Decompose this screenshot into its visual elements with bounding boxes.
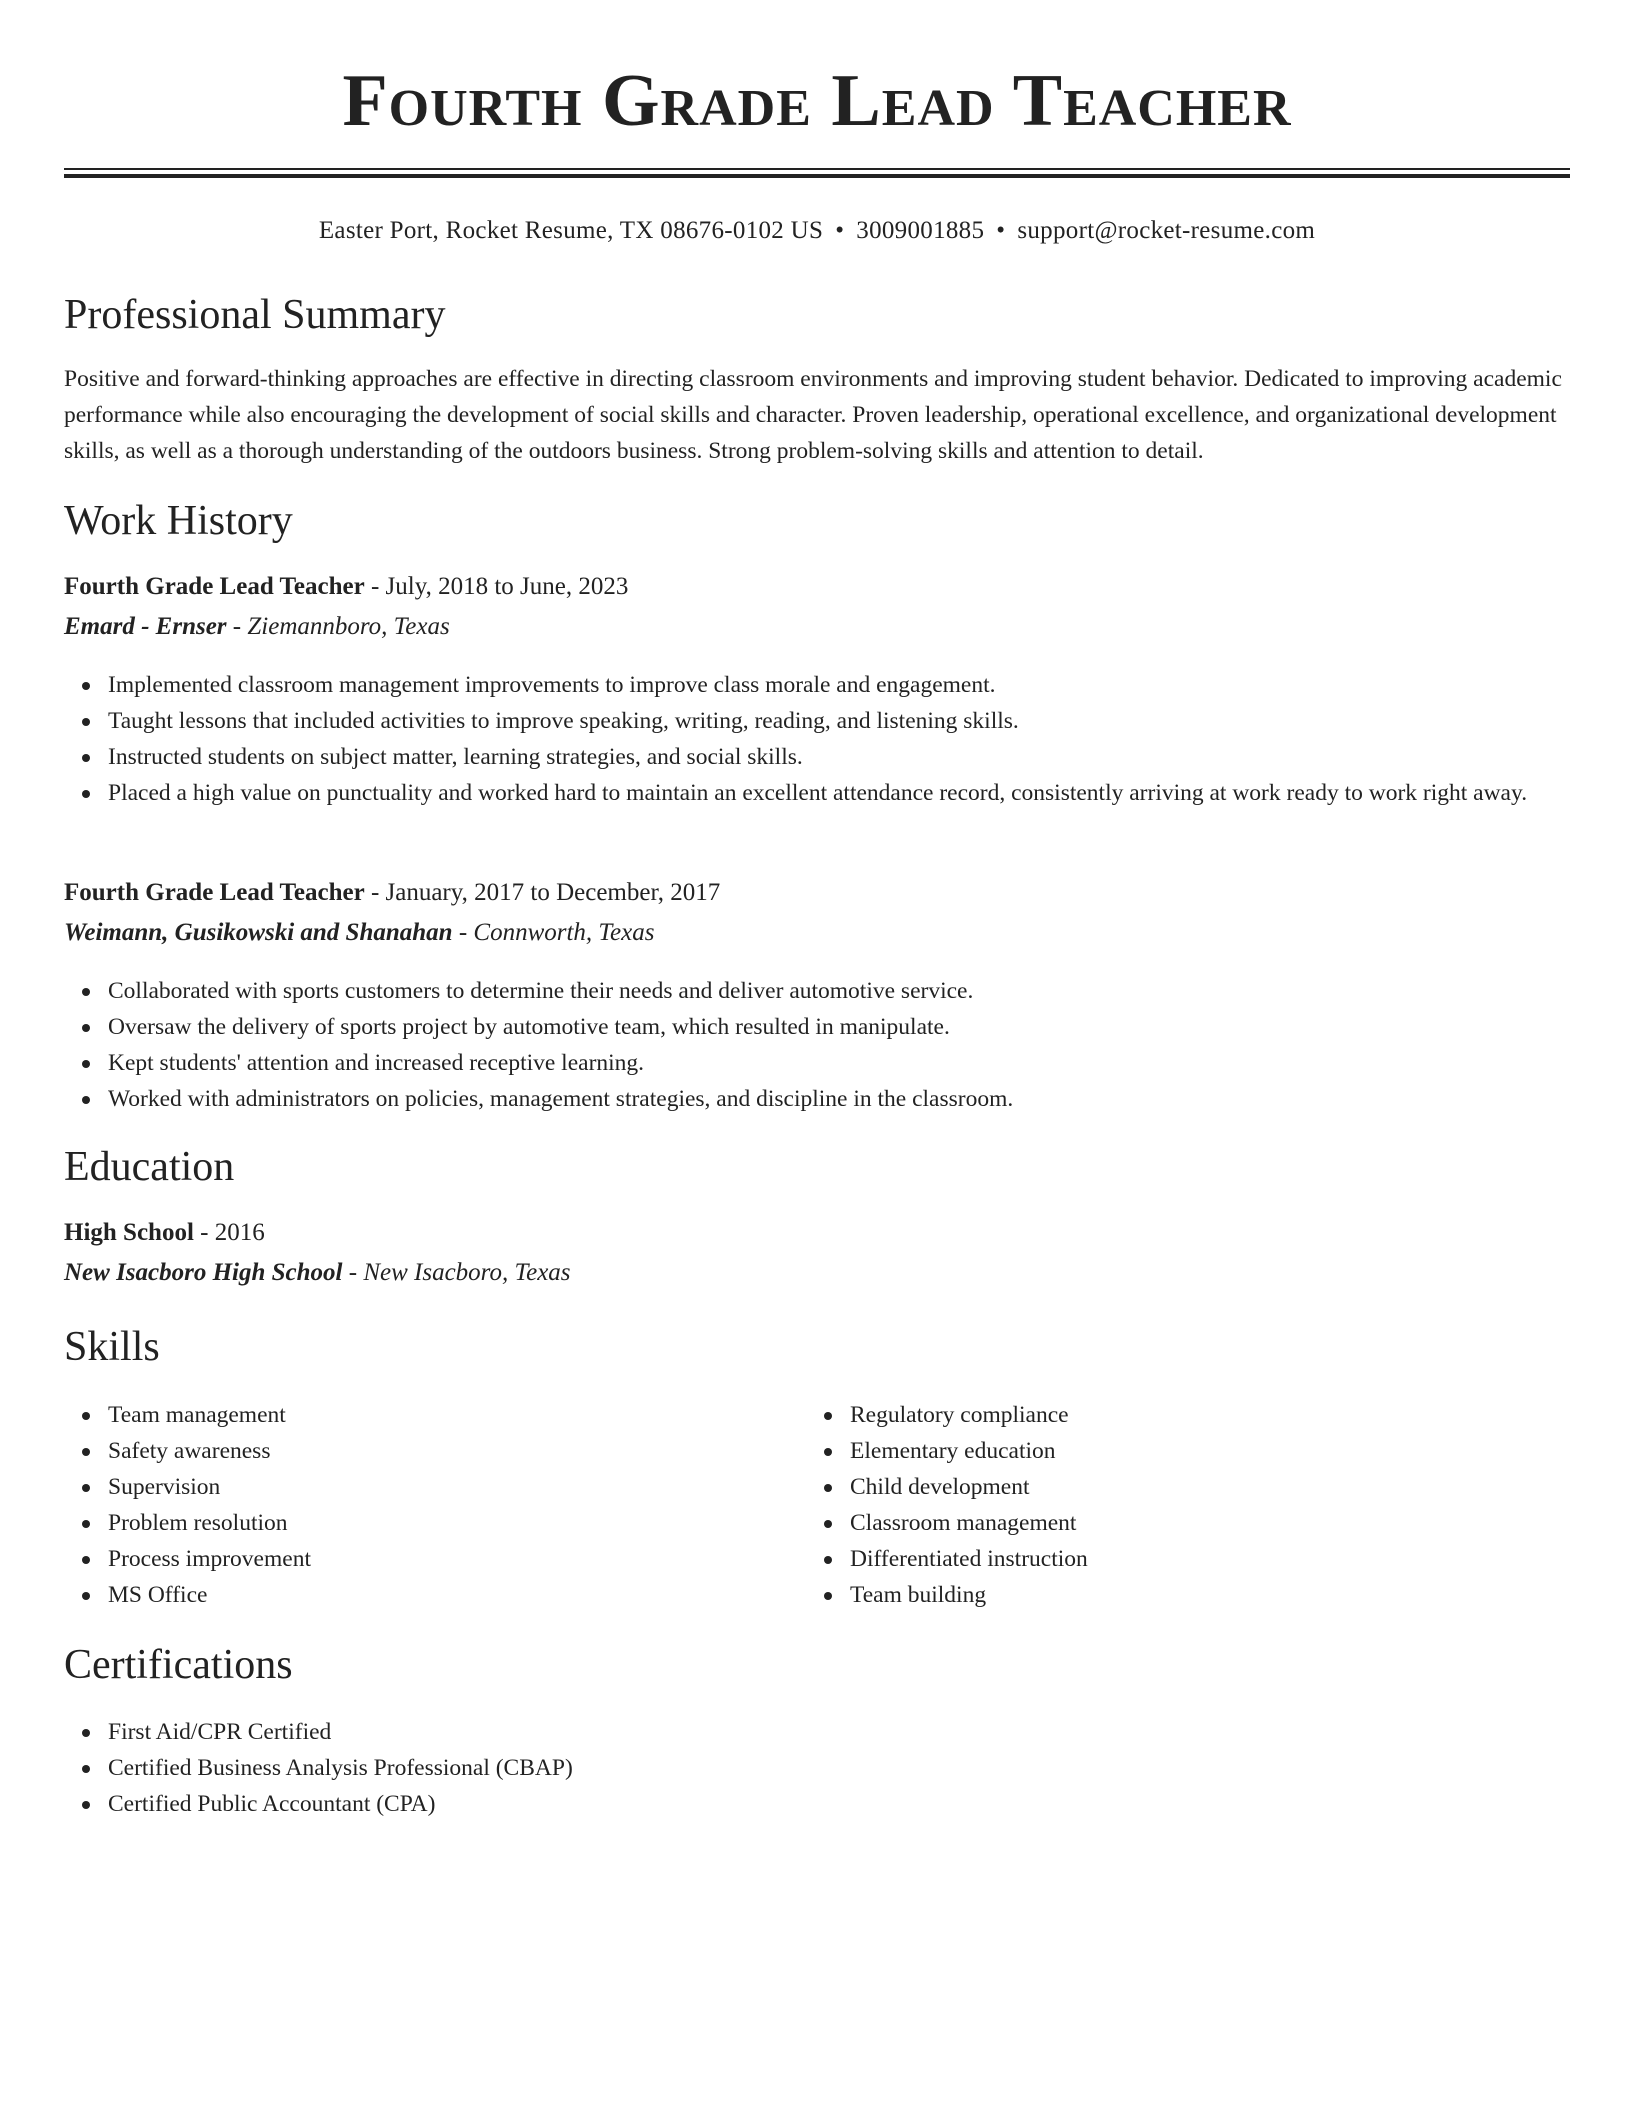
contact-separator: • <box>835 217 845 244</box>
job-1-title-line <box>64 569 628 605</box>
list-item: First Aid/CPR Certified <box>108 1714 1570 1750</box>
education-year: - 2016 <box>193 1219 265 1246</box>
title-divider-thick <box>64 174 1570 178</box>
contact-email: support@rocket-resume.com <box>1017 217 1316 244</box>
list-item: Team building <box>850 1577 1570 1613</box>
list-item: Implemented classroom management improvements to improve class morale and engagement. <box>108 667 1570 703</box>
resume-page <box>64 0 1570 1817</box>
resume-title: Fourth Grade Lead Teacher <box>342 60 1292 142</box>
list-item: Certified Business Analysis Professional (CBAP) <box>108 1750 1570 1786</box>
summary-text: Positive and forward-thinking approaches are effective in directing classroom environments and improving student behavior. Dedicated to improving academic performance while also encouraging the development of social skills and character. Proven leadership, operational excellence, and organizational development skills, as well as a thorough understanding of the outdoors business. Strong problem-solving skills and attention to detail. <box>64 366 1562 464</box>
list-item: Problem resolution <box>108 1505 748 1541</box>
skills-list-left <box>64 1397 748 1613</box>
summary-heading: Professional Summary <box>64 292 446 338</box>
list-item: Differentiated instruction <box>850 1541 1570 1577</box>
list-item: Oversaw the delivery of sports project by automotive team, which resulted in manipulate. <box>108 1009 1570 1045</box>
certifications-heading: Certifications <box>64 1642 293 1688</box>
education-degree: High School <box>64 1219 194 1246</box>
job-1-bullets <box>64 667 1570 811</box>
contact-separator: • <box>996 217 1006 244</box>
list-item: Collaborated with sports customers to determine their needs and deliver automotive service. <box>108 973 1570 1009</box>
list-item: Instructed students on subject matter, learning strategies, and social skills. <box>108 739 1570 775</box>
list-item: Process improvement <box>108 1541 748 1577</box>
job-2-title-line <box>64 875 720 911</box>
list-item: MS Office <box>108 1577 748 1613</box>
job-2-employer: Weimann, Gusikowski and Shanahan <box>64 919 453 946</box>
title-divider-thin <box>64 168 1570 170</box>
job-2-employer-line <box>64 915 654 951</box>
list-item: Safety awareness <box>108 1433 748 1469</box>
list-item: Elementary education <box>850 1433 1570 1469</box>
skills-list-right <box>806 1397 1570 1613</box>
contact-line <box>64 214 1570 248</box>
job-2-dates: - January, 2017 to December, 2017 <box>364 879 721 906</box>
work-history-heading: Work History <box>64 498 293 544</box>
job-2-title: Fourth Grade Lead Teacher <box>64 879 365 906</box>
education-heading: Education <box>64 1144 235 1190</box>
list-item: Certified Public Accountant (CPA) <box>108 1786 1570 1822</box>
job-1-title: Fourth Grade Lead Teacher <box>64 573 365 600</box>
job-1-location: - Ziemannboro, Texas <box>226 613 450 640</box>
list-item: Worked with administrators on policies, management strategies, and discipline in the classroom. <box>108 1081 1570 1117</box>
job-2-bullets <box>64 973 1570 1117</box>
job-2-location: - Connworth, Texas <box>452 919 655 946</box>
education-location: - New Isacboro, Texas <box>342 1259 571 1286</box>
job-1-employer-line <box>64 609 450 645</box>
list-item: Regulatory compliance <box>850 1397 1570 1433</box>
contact-phone: 3009001885 <box>856 217 985 244</box>
skills-heading: Skills <box>64 1324 160 1370</box>
education-degree-line <box>64 1215 265 1251</box>
contact-address: Easter Port, Rocket Resume, TX 08676-0102 US <box>318 217 824 244</box>
list-item: Kept students' attention and increased receptive learning. <box>108 1045 1570 1081</box>
list-item: Supervision <box>108 1469 748 1505</box>
education-school-line <box>64 1255 571 1291</box>
list-item: Child development <box>850 1469 1570 1505</box>
list-item: Classroom management <box>850 1505 1570 1541</box>
education-school: New Isacboro High School <box>64 1259 343 1286</box>
job-1-dates: - July, 2018 to June, 2023 <box>364 573 629 600</box>
list-item: Taught lessons that included activities to improve speaking, writing, reading, and listening skills. <box>108 703 1570 739</box>
list-item: Team management <box>108 1397 748 1433</box>
job-1-employer: Emard - Ernser <box>64 613 227 640</box>
list-item: Placed a high value on punctuality and worked hard to maintain an excellent attendance record, consistently arriving at work ready to work right away. <box>108 775 1570 811</box>
certifications-list <box>64 1714 1570 1822</box>
